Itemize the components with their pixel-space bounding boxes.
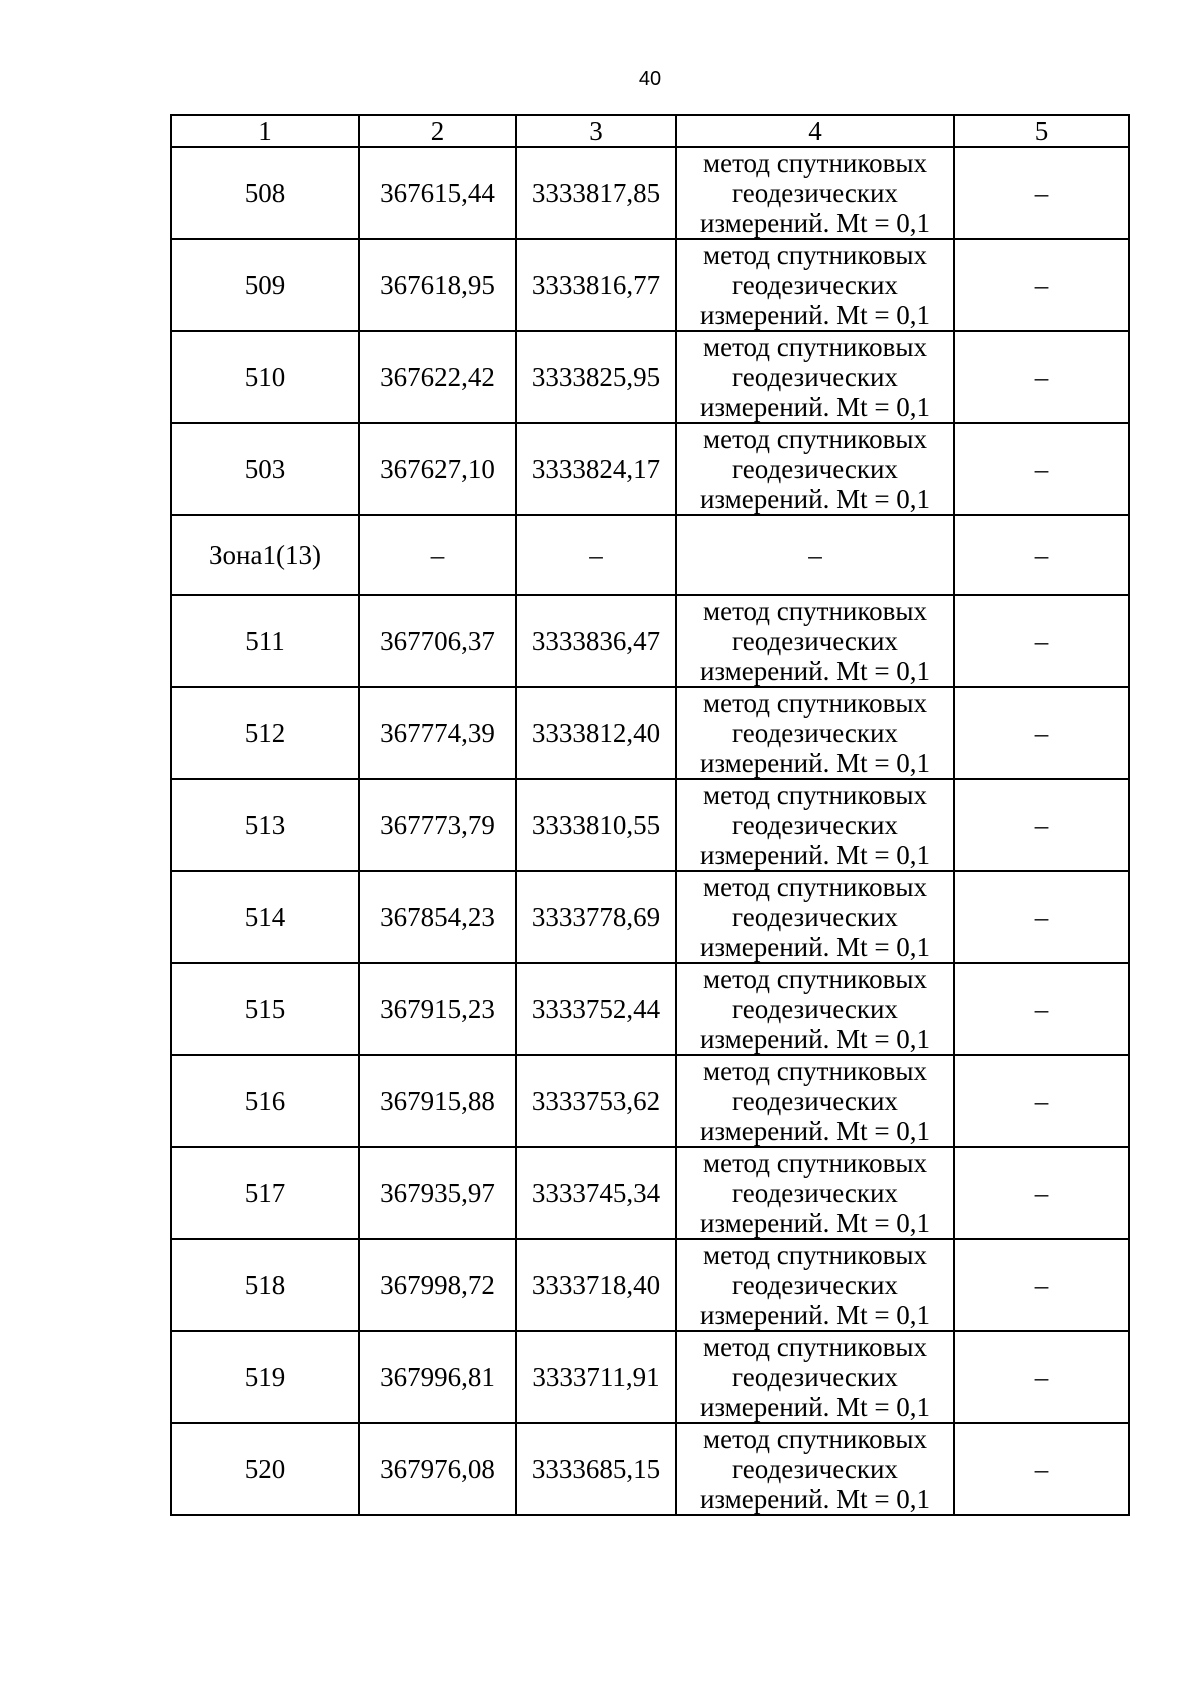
- point-number-cell: Зона1(13): [171, 515, 359, 595]
- point-number-cell: 513: [171, 779, 359, 871]
- coordinate-x-cell: 367854,23: [359, 871, 516, 963]
- coordinate-y-cell: 3333816,77: [516, 239, 676, 331]
- coordinate-y-cell: 3333685,15: [516, 1423, 676, 1515]
- determination-method-cell: метод спутниковых геодезических измерений. Mt = 0,1: [676, 871, 954, 963]
- table-row: [171, 779, 1129, 871]
- point-number-cell: 503: [171, 423, 359, 515]
- table-row: [171, 687, 1129, 779]
- determination-method-cell: метод спутниковых геодезических измерений. Mt = 0,1: [676, 963, 954, 1055]
- note-cell: –: [954, 147, 1129, 239]
- coordinate-y-cell: 3333817,85: [516, 147, 676, 239]
- note-cell: –: [954, 871, 1129, 963]
- coordinate-y-cell: 3333753,62: [516, 1055, 676, 1147]
- note-cell: –: [954, 331, 1129, 423]
- table-row: [171, 1147, 1129, 1239]
- table-row: [171, 1239, 1129, 1331]
- determination-method-cell: метод спутниковых геодезических измерений. Mt = 0,1: [676, 687, 954, 779]
- page-number: 40: [638, 68, 662, 90]
- table-header-row: [171, 115, 1129, 147]
- coordinates-table-body: [171, 115, 1129, 1515]
- note-cell: –: [954, 1055, 1129, 1147]
- coordinates-table: [170, 114, 1130, 1516]
- table-row: [171, 963, 1129, 1055]
- coordinate-y-cell: 3333752,44: [516, 963, 676, 1055]
- determination-method-cell: метод спутниковых геодезических измерений. Mt = 0,1: [676, 1331, 954, 1423]
- coordinate-x-cell: 367976,08: [359, 1423, 516, 1515]
- coordinate-x-cell: 367935,97: [359, 1147, 516, 1239]
- coordinate-y-cell: 3333824,17: [516, 423, 676, 515]
- point-number-cell: 514: [171, 871, 359, 963]
- determination-method-cell: метод спутниковых геодезических измерений. Mt = 0,1: [676, 239, 954, 331]
- point-number-cell: 508: [171, 147, 359, 239]
- point-number-cell: 510: [171, 331, 359, 423]
- note-cell: –: [954, 1423, 1129, 1515]
- table-row: [171, 1423, 1129, 1515]
- coordinate-y-cell: 3333718,40: [516, 1239, 676, 1331]
- table-row: [171, 595, 1129, 687]
- determination-method-cell: метод спутниковых геодезических измерений. Mt = 0,1: [676, 595, 954, 687]
- point-number-cell: 520: [171, 1423, 359, 1515]
- note-cell: –: [954, 239, 1129, 331]
- point-number-cell: 518: [171, 1239, 359, 1331]
- table-row: [171, 147, 1129, 239]
- note-cell: –: [954, 423, 1129, 515]
- point-number-cell: 516: [171, 1055, 359, 1147]
- note-cell: –: [954, 1147, 1129, 1239]
- point-number-cell: 512: [171, 687, 359, 779]
- coordinate-x-cell: 367996,81: [359, 1331, 516, 1423]
- coordinate-y-cell: 3333825,95: [516, 331, 676, 423]
- coordinate-y-cell: 3333778,69: [516, 871, 676, 963]
- coordinate-x-cell: 367618,95: [359, 239, 516, 331]
- note-cell: –: [954, 779, 1129, 871]
- coordinate-y-cell: –: [516, 515, 676, 595]
- determination-method-cell: метод спутниковых геодезических измерений. Mt = 0,1: [676, 1239, 954, 1331]
- determination-method-cell: метод спутниковых геодезических измерений. Mt = 0,1: [676, 1423, 954, 1515]
- determination-method-cell: метод спутниковых геодезических измерений. Mt = 0,1: [676, 423, 954, 515]
- table-row: [171, 331, 1129, 423]
- coordinate-y-cell: 3333711,91: [516, 1331, 676, 1423]
- table-row: [171, 239, 1129, 331]
- table-row: [171, 1331, 1129, 1423]
- coordinate-x-cell: 367622,42: [359, 331, 516, 423]
- point-number-cell: 509: [171, 239, 359, 331]
- column-header: 4: [676, 115, 954, 147]
- determination-method-cell: метод спутниковых геодезических измерений. Mt = 0,1: [676, 147, 954, 239]
- coordinate-x-cell: 367915,88: [359, 1055, 516, 1147]
- point-number-cell: 517: [171, 1147, 359, 1239]
- column-header: 3: [516, 115, 676, 147]
- determination-method-cell: метод спутниковых геодезических измерений. Mt = 0,1: [676, 331, 954, 423]
- coordinate-x-cell: 367627,10: [359, 423, 516, 515]
- determination-method-cell: –: [676, 515, 954, 595]
- coordinate-x-cell: –: [359, 515, 516, 595]
- determination-method-cell: метод спутниковых геодезических измерений. Mt = 0,1: [676, 1055, 954, 1147]
- point-number-cell: 515: [171, 963, 359, 1055]
- note-cell: –: [954, 687, 1129, 779]
- coordinate-y-cell: 3333836,47: [516, 595, 676, 687]
- determination-method-cell: метод спутниковых геодезических измерений. Mt = 0,1: [676, 1147, 954, 1239]
- column-header: 5: [954, 115, 1129, 147]
- table-row: [171, 871, 1129, 963]
- coordinate-y-cell: 3333745,34: [516, 1147, 676, 1239]
- table-row: [171, 423, 1129, 515]
- column-header: 2: [359, 115, 516, 147]
- coordinate-x-cell: 367998,72: [359, 1239, 516, 1331]
- table-row: [171, 1055, 1129, 1147]
- point-number-cell: 519: [171, 1331, 359, 1423]
- coordinate-y-cell: 3333810,55: [516, 779, 676, 871]
- column-header: 1: [171, 115, 359, 147]
- coordinate-x-cell: 367774,39: [359, 687, 516, 779]
- point-number-cell: 511: [171, 595, 359, 687]
- note-cell: –: [954, 963, 1129, 1055]
- coordinate-x-cell: 367706,37: [359, 595, 516, 687]
- note-cell: –: [954, 1331, 1129, 1423]
- note-cell: –: [954, 595, 1129, 687]
- note-cell: –: [954, 515, 1129, 595]
- coordinate-x-cell: 367773,79: [359, 779, 516, 871]
- coordinate-y-cell: 3333812,40: [516, 687, 676, 779]
- note-cell: –: [954, 1239, 1129, 1331]
- determination-method-cell: метод спутниковых геодезических измерений. Mt = 0,1: [676, 779, 954, 871]
- zone-row: [171, 515, 1129, 595]
- coordinate-x-cell: 367915,23: [359, 963, 516, 1055]
- coordinate-x-cell: 367615,44: [359, 147, 516, 239]
